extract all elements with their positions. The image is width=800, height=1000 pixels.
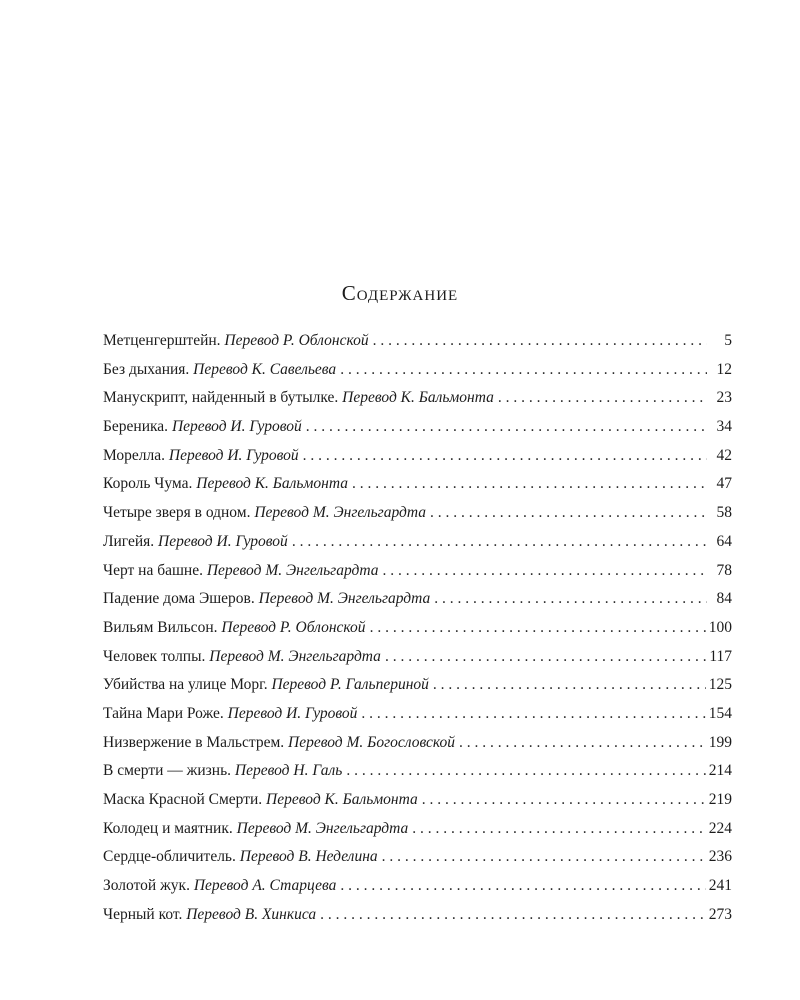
- toc-entry: [103, 528, 732, 557]
- toc-entry-text: [103, 470, 348, 499]
- translator-credit: Перевод К. Бальмонта: [196, 475, 348, 493]
- page-number: 64: [716, 532, 732, 550]
- dot-leader: [383, 557, 708, 586]
- dot-leader: [292, 528, 707, 557]
- page-number: 241: [708, 877, 732, 895]
- work-title: Метценгерштейн.: [103, 332, 221, 349]
- toc-entry-text: [103, 872, 336, 901]
- toc-entry-text: [103, 442, 299, 471]
- dot-leader: [361, 700, 705, 729]
- toc-entry-text: [103, 557, 379, 586]
- page-number: 84: [716, 590, 732, 608]
- work-title: В смерти — жизнь.: [103, 762, 232, 780]
- work-title: Береника.: [103, 418, 169, 436]
- page-number: 12: [716, 360, 732, 378]
- page-number: 58: [716, 504, 732, 522]
- toc-entry: [103, 700, 732, 729]
- toc-entry: [103, 815, 732, 844]
- page-number: 34: [716, 418, 732, 436]
- toc-entry-text: [103, 614, 366, 643]
- translator-credit: Перевод М. Энгельгардта: [209, 647, 381, 665]
- toc-entry-text: [103, 585, 430, 614]
- page-number: 100: [708, 618, 732, 636]
- page-number: 125: [708, 676, 732, 694]
- translator-credit: Перевод М. Энгельгардта: [258, 590, 431, 608]
- toc-entry: [103, 757, 732, 786]
- toc-entry-text: [103, 327, 369, 356]
- page-number: 78: [716, 561, 732, 579]
- toc-entry-text: [103, 643, 381, 672]
- toc-entry: [103, 413, 732, 442]
- toc-entry-text: [103, 499, 426, 528]
- toc-entry-text: [103, 671, 429, 700]
- dot-leader: [385, 643, 706, 672]
- toc-entry: [103, 786, 732, 815]
- translator-credit: Перевод Н. Галь: [234, 762, 343, 780]
- translator-credit: Перевод М. Энгельгардта: [236, 819, 409, 837]
- work-title: Без дыхания.: [103, 360, 190, 378]
- dot-leader: [412, 815, 705, 844]
- toc-entry-text: [103, 843, 378, 872]
- work-title: Падение дома Эшеров.: [103, 590, 255, 608]
- dot-leader: [340, 356, 707, 385]
- work-title: Черный кот.: [103, 905, 183, 923]
- dot-leader: [320, 901, 706, 930]
- toc-entry-text: [103, 384, 494, 413]
- translator-credit: Перевод А. Старцева: [193, 877, 337, 895]
- toc-entry: [103, 729, 732, 758]
- toc-entry-text: [103, 356, 336, 385]
- work-title: Колодец и маятник.: [103, 819, 233, 837]
- page-number: 273: [708, 905, 732, 923]
- dot-leader: [306, 413, 707, 442]
- dot-leader: [382, 843, 706, 872]
- page-number: 224: [708, 819, 732, 837]
- page-number: 117: [709, 647, 732, 665]
- work-title: Морелла.: [103, 446, 165, 464]
- translator-credit: Перевод Р. Гальпериной: [271, 676, 429, 694]
- work-title: Манускрипт, найденный в бутылке.: [103, 389, 339, 407]
- page-number: 219: [708, 791, 732, 808]
- page-number: 5: [724, 332, 732, 349]
- work-title: Четыре зверя в одном.: [103, 504, 251, 522]
- work-title: Маска Красной Смерти.: [103, 791, 263, 808]
- translator-credit: Перевод К. Савельева: [193, 360, 337, 378]
- toc-entry: [103, 442, 732, 471]
- toc-title: Содержание: [341, 281, 459, 305]
- work-title: Лигейя.: [103, 532, 155, 550]
- page-number: 23: [716, 389, 732, 407]
- page-number: 42: [716, 446, 732, 464]
- page-number: 47: [716, 475, 732, 493]
- toc-entry: [103, 356, 732, 385]
- translator-credit: Перевод К. Бальмонта: [266, 791, 418, 808]
- translator-credit: Перевод В. Хинкиса: [186, 905, 317, 923]
- dot-leader: [346, 757, 705, 786]
- work-title: Черт на башне.: [103, 561, 203, 579]
- page-number: 214: [708, 762, 732, 780]
- work-title: Золотой жук.: [103, 877, 190, 895]
- dot-leader: [370, 614, 706, 643]
- toc-entry-text: [103, 757, 342, 786]
- dot-leader: [433, 671, 706, 700]
- toc-entry: [103, 327, 732, 356]
- work-title: Тайна Мари Роже.: [103, 704, 224, 722]
- translator-credit: Перевод И. Гуровой: [158, 532, 288, 550]
- page-number: 199: [708, 733, 732, 751]
- toc-entry-text: [103, 815, 408, 844]
- work-title: Убийства на улице Морг.: [103, 676, 268, 694]
- toc-entry: [103, 557, 732, 586]
- dot-leader: [422, 786, 706, 815]
- dot-leader: [430, 499, 707, 528]
- translator-credit: Перевод И. Гуровой: [168, 446, 299, 464]
- toc-entry: [103, 470, 732, 499]
- dot-leader: [498, 384, 707, 413]
- toc-entry: [103, 671, 732, 700]
- toc-entry: [103, 384, 732, 413]
- toc-entry-text: [103, 413, 302, 442]
- work-title: Сердце-обличитель.: [103, 848, 236, 866]
- translator-credit: Перевод И. Гуровой: [171, 418, 302, 436]
- work-title: Человек толпы.: [103, 647, 206, 665]
- translator-credit: Перевод В. Неделина: [239, 848, 378, 866]
- work-title: Вильям Вильсон.: [103, 618, 218, 636]
- work-title: Король Чума.: [103, 475, 193, 493]
- page-number: 154: [708, 704, 732, 722]
- toc-entry-text: [103, 700, 357, 729]
- translator-credit: Перевод К. Бальмонта: [342, 389, 494, 407]
- translator-credit: Перевод М. Энгельгардта: [254, 504, 426, 522]
- translator-credit: Перевод И. Гуровой: [227, 704, 358, 722]
- dot-leader: [459, 729, 706, 758]
- toc-entry-text: [103, 901, 316, 930]
- toc-entry: [103, 499, 732, 528]
- dot-leader: [303, 442, 707, 471]
- dot-leader: [340, 872, 705, 901]
- toc-entry: [103, 901, 732, 930]
- toc-entry-text: [103, 786, 418, 815]
- toc-entry: [103, 872, 732, 901]
- dot-leader: [352, 470, 707, 499]
- toc-entry: [103, 614, 732, 643]
- toc-entry-text: [103, 729, 455, 758]
- toc-list: [103, 327, 732, 929]
- dot-leader: [434, 585, 707, 614]
- translator-credit: Перевод Р. Облонской: [221, 618, 366, 636]
- toc-entry-text: [103, 528, 288, 557]
- translator-credit: Перевод М. Богословской: [288, 733, 456, 751]
- page-number: 236: [708, 848, 732, 866]
- translator-credit: Перевод М. Энгельгардта: [206, 561, 379, 579]
- toc-entry: [103, 643, 732, 672]
- work-title: Низвержение в Мальстрем.: [103, 733, 285, 751]
- translator-credit: Перевод Р. Облонской: [224, 332, 369, 349]
- dot-leader: [373, 327, 707, 356]
- toc-entry: [103, 585, 732, 614]
- toc-entry: [103, 843, 732, 872]
